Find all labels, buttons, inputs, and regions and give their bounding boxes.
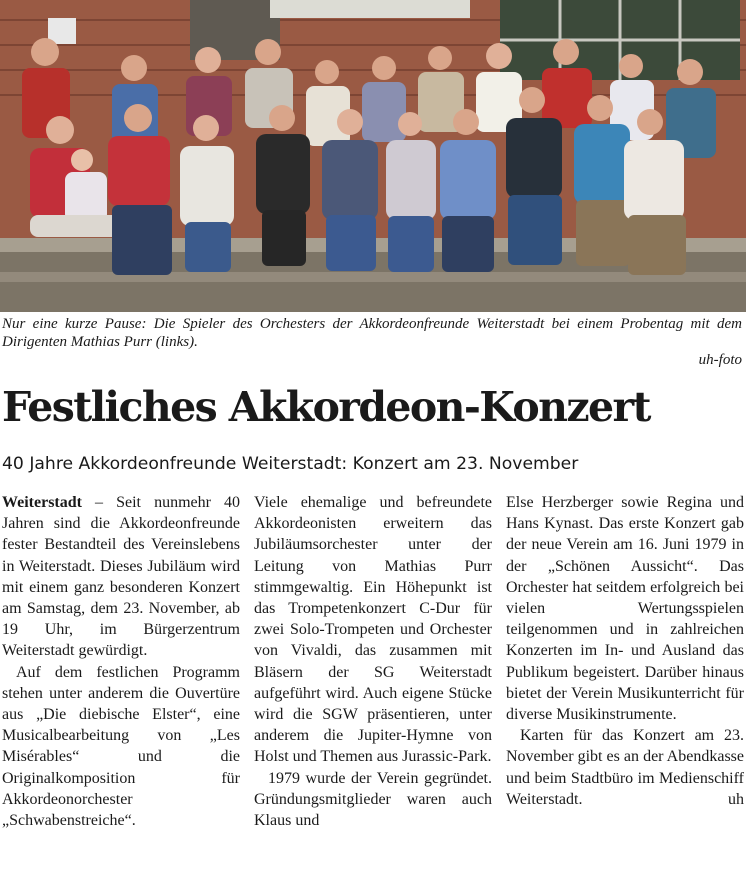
author-sign: uh (728, 790, 744, 808)
paragraph: 1979 wurde der Verein gegründet. Gründungsmitglieder waren auch Klaus und (254, 769, 492, 830)
paragraph: Viele ehemalige und befreundete Akkordeonisten erweitern das Jubiläumsorchester unter der Leitung von Mathias Purr stimmgewaltig. Ein Höhepunkt ist das Trompetenkonzert C-Dur für zwei Solo-Trompeten und Orchester von Vivaldi, das zusammen mit Bläsern der SG Weiterstadt aufgeführt wird. Auch eigene Stücke wird die SGW präsentieren, unter anderem die Jupiter-Hymne von Holst und Themen aus Jurassic-Park. (254, 494, 492, 766)
subheadline: 40 Jahre Akkordeonfreunde Weiterstadt: Konzert am 23. November (2, 454, 579, 474)
photo-credit: uh-foto (698, 352, 742, 368)
photo-illustration (0, 0, 746, 312)
group-photo (0, 0, 746, 312)
caption-text: Nur eine kurze Pause: Die Spieler des Orchesters der Akkordeonfreunde Weiterstadt bei einem Probentag mit dem Dirigenten Mathias Purr (links). (2, 316, 742, 350)
article-column-2 (254, 492, 492, 831)
paragraph: Auf dem festlichen Programm stehen unter anderem die Ouvertüre aus „Die diebische Elster“, eine Musicalbearbeitung von „Les Misérables“ und die Originalkomposition für Akkordeonorchester „Schwabenstreiche“. (2, 663, 240, 830)
photo-caption (2, 315, 742, 369)
paragraph-text: – Seit nunmehr 40 Jahren sind die Akkordeonfreunde fester Bestandteil des Vereinslebens in Weiterstadt. Dieses Jubiläum wird mit einem ganz besonderen Konzert am Samstag, dem 23. November, ab 19 Uhr, im Bürgerzentrum Weiterstadt gewürdigt. (2, 494, 240, 660)
headline: Festliches Akkordeon-Konzert (2, 383, 650, 431)
paragraph (506, 725, 744, 810)
article-column-3 (506, 492, 744, 810)
article-column-1 (2, 492, 240, 831)
paragraph: Else Herzberger sowie Regina und Hans Kynast. Das erste Konzert gab der neue Verein am 16. Juni 1979 in der „Schönen Aussicht“. Das Orchester hat seitdem erfolgreich bei vielen Wertungsspielen teilgenommen und in zahlreichen Konzerten im In- und Ausland das Publikum begeistert. Darüber hinaus bietet der Verein Musikunterricht für diverse Musikinstrumente. (506, 494, 744, 724)
paragraph (2, 492, 240, 662)
dateline: Weiterstadt (2, 494, 82, 511)
paragraph-text: Karten für das Konzert am 23. November gibt es an der Abendkasse und beim Stadtbüro im Medienschiff Weiterstadt. (506, 727, 744, 808)
